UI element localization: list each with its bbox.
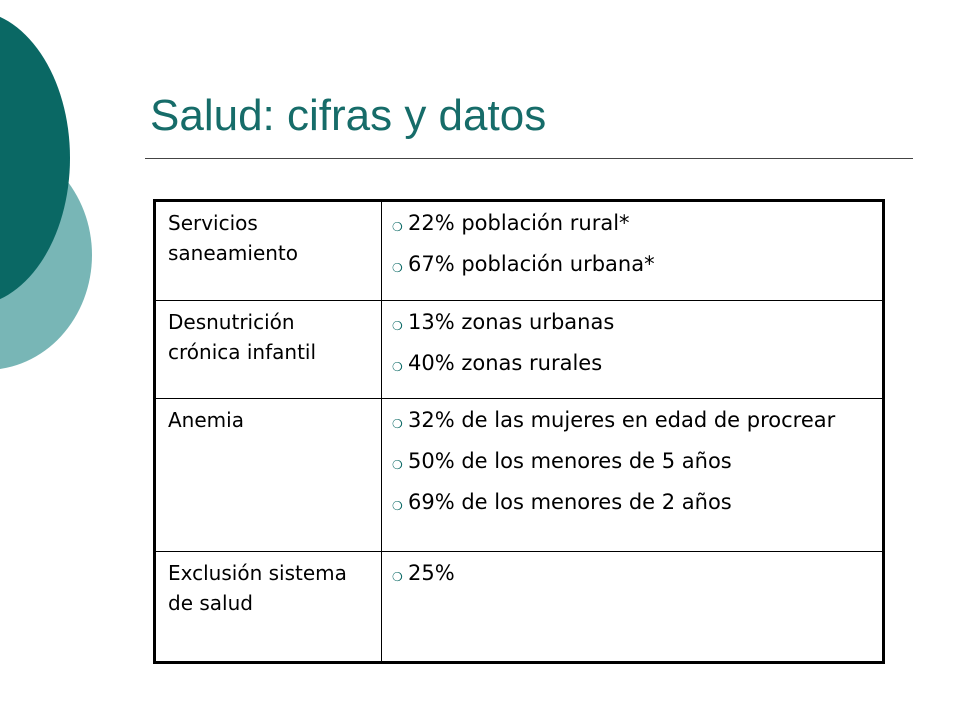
item-text: 13% zonas urbanas [408, 310, 615, 334]
table-row [155, 301, 884, 399]
row-label: Exclusión sistema de salud [155, 552, 382, 663]
bullet-list [392, 404, 876, 519]
row-label: Desnutrición crónica infantil [155, 301, 382, 399]
circle-bullet-icon: ❍ [392, 458, 403, 472]
table-row [155, 201, 884, 301]
item-text: 69% de los menores de 2 años [408, 490, 732, 514]
table-row [155, 552, 884, 663]
circle-bullet-icon: ❍ [392, 261, 403, 275]
list-item [392, 207, 876, 240]
list-item [392, 404, 876, 437]
table-row [155, 399, 884, 552]
item-text: 22% población rural* [408, 211, 630, 235]
circle-bullet-icon: ❍ [392, 417, 403, 431]
row-items [382, 201, 884, 301]
item-text: 40% zonas rurales [408, 351, 603, 375]
item-text: 67% población urbana* [408, 252, 655, 276]
list-item [392, 347, 876, 380]
list-item [392, 557, 876, 590]
list-item [392, 486, 876, 519]
bullet-list [392, 207, 876, 281]
row-label: Anemia [155, 399, 382, 552]
list-item [392, 445, 876, 478]
circle-bullet-icon: ❍ [392, 220, 403, 234]
bullet-list [392, 306, 876, 380]
row-items [382, 301, 884, 399]
circle-bullet-icon: ❍ [392, 319, 403, 333]
row-items [382, 399, 884, 552]
row-label: Servicios saneamiento [155, 201, 382, 301]
title-divider [145, 158, 913, 159]
item-text: 25% [408, 561, 455, 585]
health-data-table [153, 199, 885, 664]
circle-bullet-icon: ❍ [392, 570, 403, 584]
item-text: 32% de las mujeres en edad de procrear [408, 408, 836, 432]
bullet-list [392, 557, 876, 590]
circle-bullet-icon: ❍ [392, 360, 403, 374]
list-item [392, 248, 876, 281]
row-items [382, 552, 884, 663]
item-text: 50% de los menores de 5 años [408, 449, 732, 473]
circle-bullet-icon: ❍ [392, 499, 403, 513]
slide-title: Salud: cifras y datos [150, 91, 547, 140]
list-item [392, 306, 876, 339]
